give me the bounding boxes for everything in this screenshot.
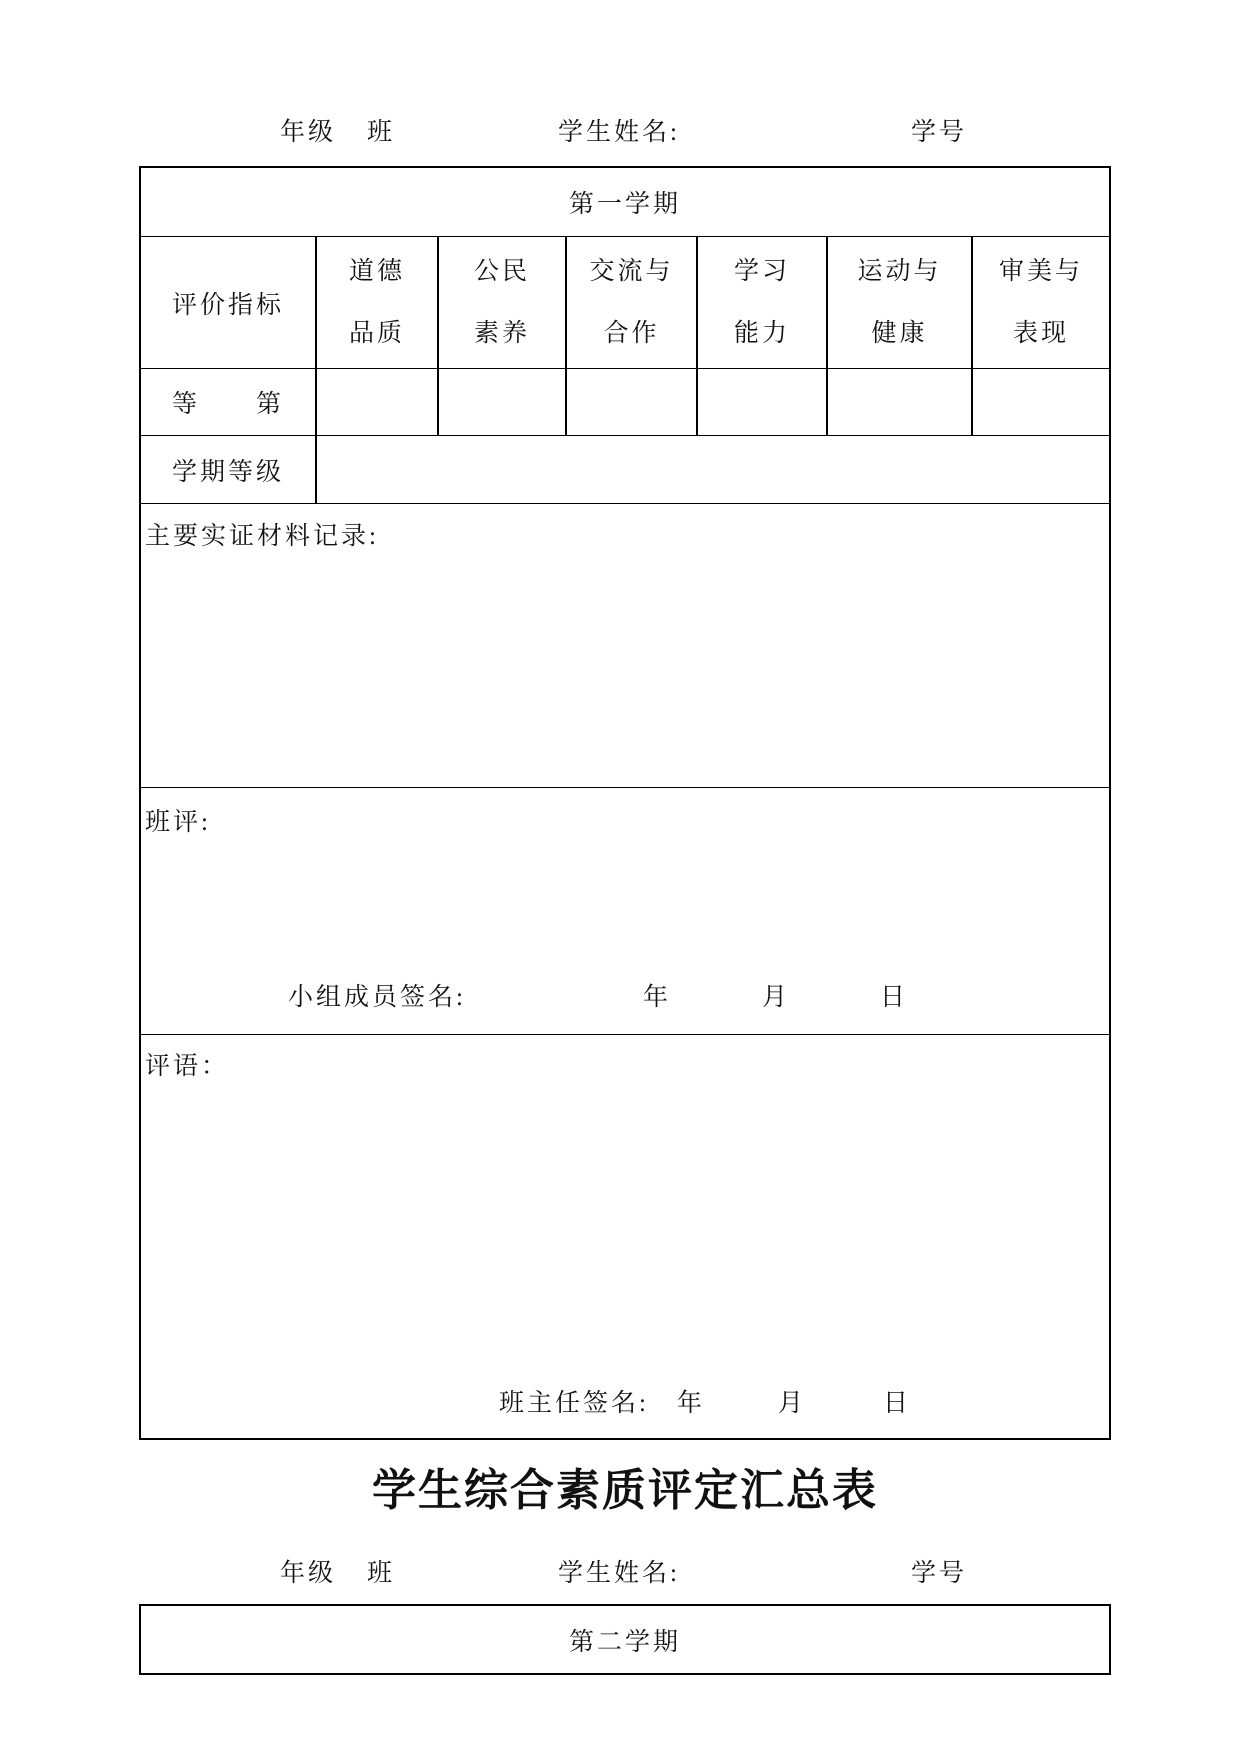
class-review-label: 班评:	[145, 809, 211, 836]
indicator-line: 运动与	[857, 257, 942, 285]
indicator-cell-citizen	[439, 237, 567, 368]
group-sign-label: 小组成员签名:	[288, 984, 466, 1011]
grade-cell	[973, 369, 1109, 435]
grade-row	[141, 369, 1109, 436]
indicator-cell-sports	[828, 237, 973, 368]
indicator-line: 素养	[473, 319, 530, 347]
grade-row-label-cell	[141, 369, 317, 435]
indicator-cell-aesthetics	[973, 237, 1109, 368]
grade-row-label: 等 第	[171, 391, 284, 418]
indicator-line: 审美与	[998, 257, 1083, 285]
indicator-label: 评价指标	[171, 291, 284, 319]
indicator-line: 学习	[733, 257, 790, 285]
group-sign-day: 日	[880, 984, 909, 1011]
indicator-line: 公民	[473, 257, 530, 285]
indicator-line: 表现	[1012, 319, 1069, 347]
term-level-label-cell	[141, 436, 317, 503]
semester-1-table	[139, 166, 1111, 1440]
comment-label: 评语：	[145, 1053, 230, 1080]
term-level-label: 学期等级	[171, 458, 284, 486]
teacher-sign-year: 年	[677, 1390, 706, 1417]
student-id-label: 学号	[911, 119, 968, 146]
semester-2-title: 第二学期	[568, 1628, 681, 1656]
student-name-label: 学生姓名:	[558, 1560, 680, 1587]
indicator-line: 道德	[348, 257, 405, 285]
indicator-line: 品质	[348, 319, 405, 347]
indicator-label-cell	[141, 237, 317, 368]
class-label: 班	[367, 1560, 396, 1587]
student-info-header-top	[0, 118, 1241, 148]
semester-2-table	[139, 1604, 1111, 1675]
class-label: 班	[367, 119, 396, 146]
grade-cell	[317, 369, 439, 435]
indicator-line: 能力	[733, 319, 790, 347]
student-id-label: 学号	[911, 1560, 968, 1587]
grade-cell	[567, 369, 698, 435]
teacher-sign-label: 班主任签名:	[499, 1390, 649, 1417]
indicator-line: 健康	[871, 319, 928, 347]
semester-1-title: 第一学期	[568, 191, 681, 218]
document-title: 学生综合素质评定汇总表	[372, 1466, 878, 1515]
group-sign-year: 年	[643, 984, 672, 1011]
indicator-row	[141, 237, 1109, 369]
evidence-label: 主要实证材料记录:	[145, 523, 379, 550]
semester-1-title-row	[141, 168, 1109, 237]
grade-label: 年级	[280, 1560, 337, 1587]
evidence-row	[141, 504, 1109, 788]
student-info-header-bottom	[0, 1559, 1241, 1589]
teacher-sign-day: 日	[883, 1390, 912, 1417]
group-sign-month: 月	[762, 984, 791, 1011]
indicator-line: 合作	[603, 319, 660, 347]
indicator-cell-moral	[317, 237, 439, 368]
indicator-cell-learning	[698, 237, 828, 368]
teacher-sign-month: 月	[778, 1390, 807, 1417]
grade-label: 年级	[280, 119, 337, 146]
grade-cell	[828, 369, 973, 435]
comment-row	[141, 1035, 1109, 1438]
indicator-cell-communication	[567, 237, 698, 368]
class-review-row	[141, 788, 1109, 1035]
term-level-value-cell	[317, 436, 1109, 503]
term-level-row	[141, 436, 1109, 504]
student-name-label: 学生姓名:	[558, 119, 680, 146]
grade-cell	[698, 369, 828, 435]
grade-cell	[439, 369, 567, 435]
indicator-line: 交流与	[589, 257, 674, 285]
